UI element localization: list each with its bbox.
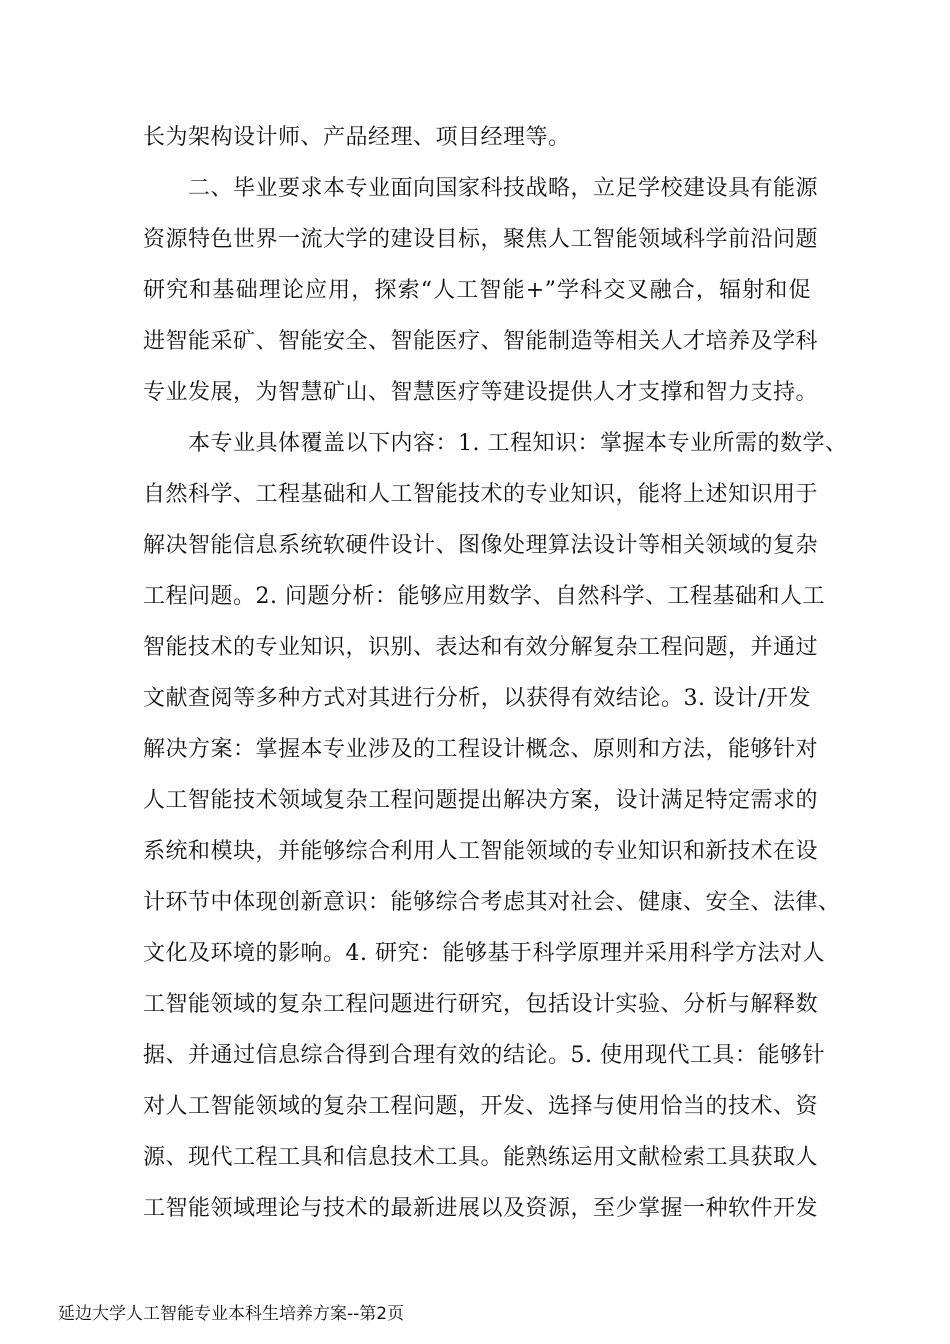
document-body	[143, 112, 848, 1234]
text-line: 文化及环境的影响。4. 研究：能够基于科学原理并采用科学方法对人	[143, 941, 825, 966]
page-footer: 延边大学人工智能专业本科生培养方案--第2页	[58, 1304, 405, 1324]
text-line: 研究和基础理论应用，探索“人工智能+”学科交叉融合，辐射和促	[143, 278, 811, 303]
text-line: 长为架构设计师、产品经理、项目经理等。	[143, 125, 571, 150]
text-line: 文献查阅等多种方式对其进行分析，以获得有效结论。3. 设计/开发	[143, 686, 811, 711]
text-line: 工智能领域理论与技术的最新进展以及资源，至少掌握一种软件开发	[143, 1196, 819, 1221]
text-line: 专业发展，为智慧矿山、智慧医疗等建设提供人才支撑和智力支持。	[143, 380, 819, 405]
text-line: 对人工智能领域的复杂工程问题，开发、选择与使用恰当的技术、资	[143, 1094, 819, 1119]
text-line: 据、并通过信息综合得到合理有效的结论。5. 使用现代工具：能够针	[143, 1043, 825, 1068]
text-line: 解决智能信息系统软硬件设计、图像处理算法设计等相关领域的复杂	[143, 533, 819, 558]
text-line: 二、毕业要求本专业面向国家科技战略，立足学校建设具有能源	[188, 176, 819, 201]
text-line: 计环节中体现创新意识：能够综合考虑其对社会、健康、安全、法律、	[143, 890, 841, 915]
text-line: 解决方案：掌握本专业涉及的工程设计概念、原则和方法，能够针对	[143, 737, 819, 762]
text-line: 自然科学、工程基础和人工智能技术的专业知识，能将上述知识用于	[143, 482, 819, 507]
text-line: 工程问题。2. 问题分析：能够应用数学、自然科学、工程基础和人工	[143, 584, 825, 609]
text-line: 人工智能技术领域复杂工程问题提出解决方案，设计满足特定需求的	[143, 788, 819, 813]
text-line: 系统和模块，并能够综合利用人工智能领域的专业知识和新技术在设	[143, 839, 819, 864]
text-line: 工智能领域的复杂工程问题进行研究，包括设计实验、分析与解释数	[143, 992, 819, 1017]
text-line: 本专业具体覆盖以下内容：1. 工程知识：掌握本专业所需的数学、	[188, 431, 848, 456]
text-line: 源、现代工程工具和信息技术工具。能熟练运用文献检索工具获取人	[143, 1145, 819, 1170]
text-line: 进智能采矿、智能安全、智能医疗、智能制造等相关人才培养及学科	[143, 329, 819, 354]
text-line: 资源特色世界一流大学的建设目标，聚焦人工智能领域科学前沿问题	[143, 227, 819, 252]
text-line: 智能技术的专业知识，识别、表达和有效分解复杂工程问题，并通过	[143, 635, 819, 660]
